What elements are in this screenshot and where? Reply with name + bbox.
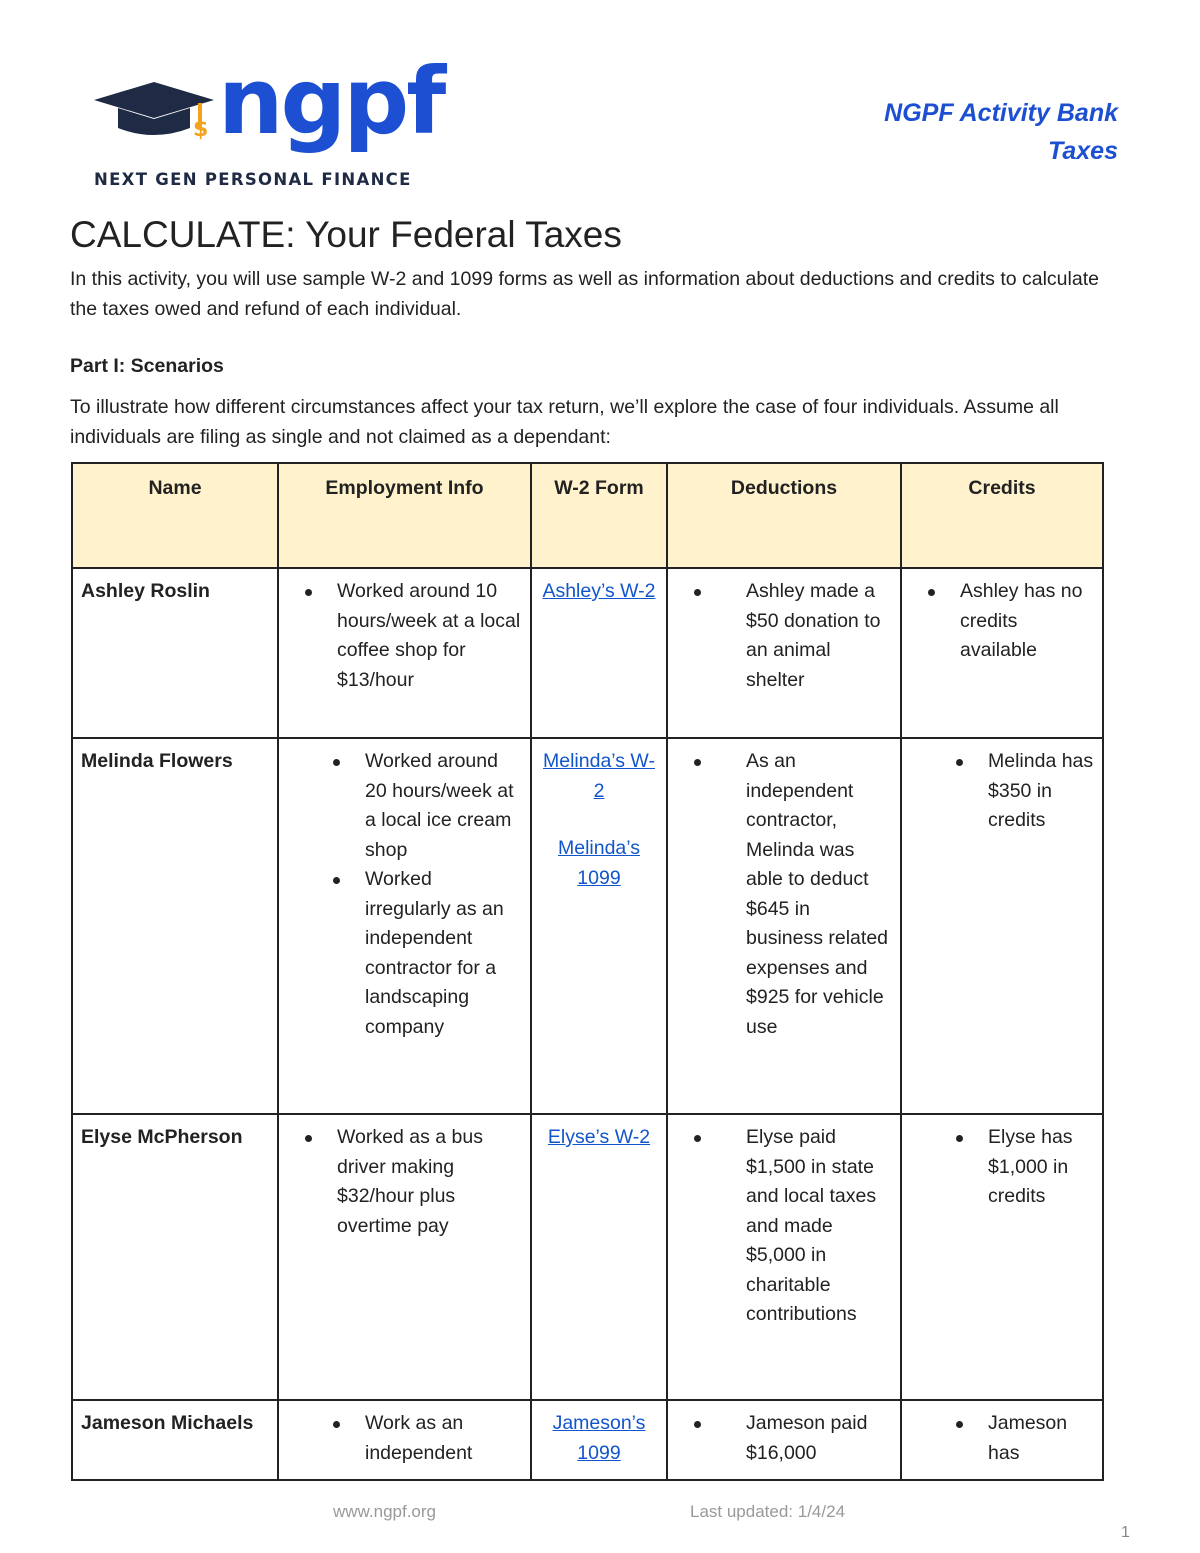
header-employment: Employment Info	[278, 463, 531, 568]
employment-cell	[278, 1400, 531, 1480]
deductions-cell	[667, 738, 901, 1114]
credits-cell	[901, 1114, 1103, 1400]
melinda-w2-link[interactable]: Melinda’s W-2	[543, 750, 655, 802]
credits-cell	[901, 568, 1103, 738]
list-item: Worked around 10 hours/week at a local coffee shop for $13/hour	[287, 577, 522, 695]
list-item: Worked as a bus driver making $32/hour plus overtime pay	[287, 1123, 522, 1241]
elyse-w2-link[interactable]: Elyse’s W-2	[547, 1126, 651, 1148]
table-row	[72, 738, 1103, 1114]
form-cell	[531, 738, 667, 1114]
jameson-1099-link[interactable]: Jameson’s 1099	[552, 1412, 646, 1464]
deductions-cell	[667, 568, 901, 738]
table-row	[72, 568, 1103, 738]
list-item: Jameson paid $16,000	[676, 1409, 892, 1468]
header-line-1: NGPF Activity Bank	[884, 99, 1118, 127]
list-item: Work as an independent	[287, 1409, 522, 1468]
list-item: Jameson has	[910, 1409, 1094, 1468]
header-name: Name	[72, 463, 278, 568]
header-deductions: Deductions	[667, 463, 901, 568]
employment-cell	[278, 738, 531, 1114]
part-description: To illustrate how different circumstances affect your tax return, we’ll explore the case of four individuals. Assume all individuals are filing as single and not claimed as a dependant:	[70, 396, 1059, 448]
svg-text:$: $	[193, 117, 209, 142]
header-credits: Credits	[901, 463, 1103, 568]
list-item: Worked around 20 hours/week at a local ice cream shop	[287, 747, 522, 865]
person-name: Ashley Roslin	[72, 568, 278, 738]
person-name: Jameson Michaels	[72, 1400, 278, 1480]
melinda-1099-link[interactable]: Melinda’s 1099	[557, 837, 641, 889]
footer-url[interactable]: www.ngpf.org	[333, 1502, 436, 1521]
header-line-2: Taxes	[1048, 137, 1118, 165]
form-cell	[531, 1400, 667, 1480]
graduation-cap-icon	[92, 70, 222, 150]
form-cell	[531, 568, 667, 738]
part-heading: Part I: Scenarios	[70, 355, 224, 377]
table-row	[72, 1400, 1103, 1480]
credits-cell	[901, 1400, 1103, 1480]
employment-cell	[278, 568, 531, 738]
person-name: Elyse McPherson	[72, 1114, 278, 1400]
credits-cell	[901, 738, 1103, 1114]
deductions-cell	[667, 1114, 901, 1400]
page-number: 1	[1121, 1524, 1130, 1541]
footer-last-updated: Last updated: 1/4/24	[690, 1502, 846, 1521]
table-row	[72, 1114, 1103, 1400]
list-item: Elyse has $1,000 in credits	[910, 1123, 1094, 1212]
list-item: Elyse paid $1,500 in state and local taxes and made $5,000 in charitable contributions	[676, 1123, 892, 1330]
ngpf-logo	[92, 48, 444, 190]
logo-subtitle: NEXT GEN PERSONAL FINANCE	[94, 170, 412, 189]
logo-wordmark: ngpf	[218, 48, 444, 155]
intro-paragraph: In this activity, you will use sample W-2 and 1099 forms as well as information about deductions and credits to calculate the taxes owed and refund of each individual.	[70, 268, 1099, 320]
activity-bank-header	[884, 94, 1118, 170]
employment-cell	[278, 1114, 531, 1400]
list-item: Ashley has no credits available	[910, 577, 1094, 666]
list-item: Worked irregularly as an independent contractor for a landscaping company	[287, 865, 522, 1042]
ashley-w2-link[interactable]: Ashley’s W-2	[542, 580, 656, 602]
header-w2-form: W-2 Form	[531, 463, 667, 568]
table-header-row	[72, 463, 1103, 568]
person-name: Melinda Flowers	[72, 738, 278, 1114]
deductions-cell	[667, 1400, 901, 1480]
list-item: Ashley made a $50 donation to an animal shelter	[676, 577, 892, 695]
list-item: Melinda has $350 in credits	[910, 747, 1094, 836]
page-title: CALCULATE: Your Federal Taxes	[70, 214, 622, 255]
form-cell	[531, 1114, 667, 1400]
scenarios-table	[71, 462, 1104, 1481]
list-item: As an independent contractor, Melinda was able to deduct $645 in business related expenses and $925 for vehicle use	[676, 747, 892, 1042]
